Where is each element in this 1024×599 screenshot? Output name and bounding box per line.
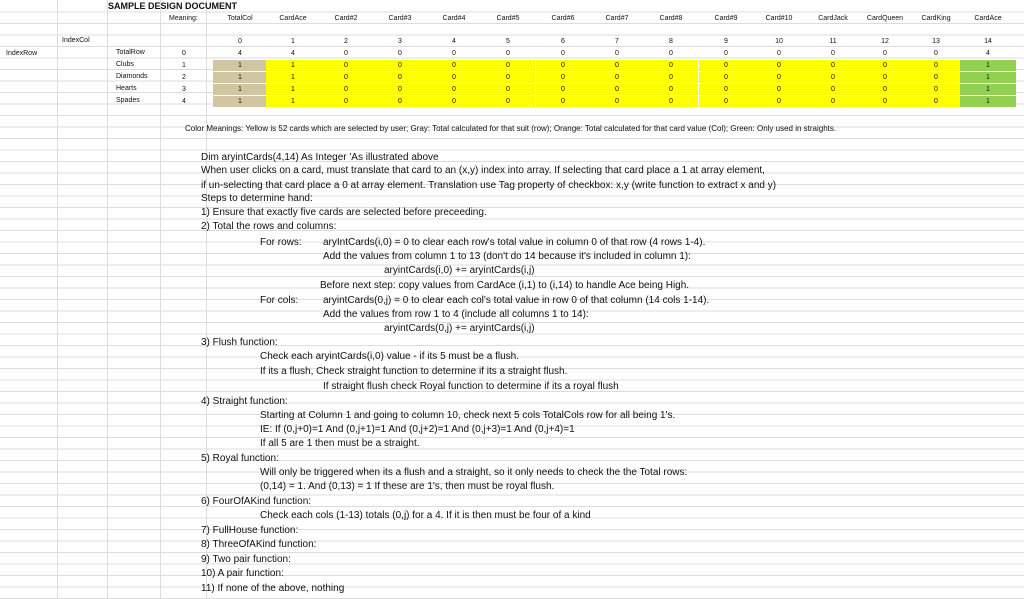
card-cell[interactable]: 0 bbox=[536, 60, 590, 71]
card-cell[interactable]: 0 bbox=[427, 96, 481, 107]
note-line: aryIntCards(i,0) = 0 to clear each row's total value in column 0 of that row (4 rows 1-4). bbox=[323, 237, 706, 248]
column-header: Card#7 bbox=[605, 15, 629, 22]
card-cell[interactable]: 0 bbox=[699, 84, 753, 95]
column-header: Card#5 bbox=[496, 15, 520, 22]
card-cell[interactable]: 0 bbox=[427, 60, 481, 71]
column-header: CardAce bbox=[279, 15, 307, 22]
card-cell[interactable]: 0 bbox=[590, 72, 644, 83]
color-legend: Color Meanings: Yellow is 52 cards which are selected by user; Gray: Total calculated for that suit (row); Orange: Total calculated for that card value (Col); Green: Only used in straights. bbox=[185, 124, 837, 133]
card-cell[interactable]: 0 bbox=[319, 96, 373, 107]
row-index-cell: 4 bbox=[182, 98, 186, 105]
card-cell[interactable]: 0 bbox=[909, 72, 963, 83]
total-row-cell: 0 bbox=[724, 50, 728, 57]
grid-line bbox=[206, 0, 207, 599]
total-row-cell: 0 bbox=[883, 50, 887, 57]
column-header: TotalCol bbox=[227, 15, 253, 22]
note-line: 2) Total the rows and columns: bbox=[201, 221, 337, 232]
note-line: aryintCards(i,0) += aryintCards(i,j) bbox=[384, 265, 535, 276]
card-cell[interactable]: 0 bbox=[752, 84, 806, 95]
col-index-cell: 1 bbox=[291, 38, 295, 45]
note-line: 1) Ensure that exactly five cards are selected before preceeding. bbox=[201, 207, 487, 218]
card-cell[interactable]: 1 bbox=[266, 60, 320, 71]
grid-line bbox=[57, 0, 58, 599]
column-header: CardAce bbox=[974, 15, 1002, 22]
card-cell[interactable]: 0 bbox=[858, 72, 912, 83]
note-line: Steps to determine hand: bbox=[201, 193, 313, 204]
col-index-cell: 2 bbox=[344, 38, 348, 45]
card-cell[interactable]: 0 bbox=[481, 72, 535, 83]
note-line: aryintCards(0,j) += aryintCards(i,j) bbox=[384, 323, 535, 334]
card-cell[interactable]: 1 bbox=[266, 96, 320, 107]
total-row-cell: 4 bbox=[986, 50, 990, 57]
row-label: Hearts bbox=[116, 85, 137, 92]
card-cell[interactable]: 0 bbox=[536, 96, 590, 107]
grid-line bbox=[160, 0, 161, 599]
grid-line bbox=[107, 0, 108, 599]
card-cell[interactable]: 0 bbox=[699, 96, 753, 107]
total-row-cell: 0 bbox=[934, 50, 938, 57]
total-row-cell: 4 bbox=[238, 50, 242, 57]
note-line: If all 5 are 1 then must be a straight. bbox=[260, 438, 420, 449]
col-index-cell: 4 bbox=[452, 38, 456, 45]
note-line: if un-selecting that card place a 0 at array element. Translation use Tag property of checkbox: x,y (write function to extract x and y) bbox=[201, 180, 777, 191]
col-index-cell: 8 bbox=[669, 38, 673, 45]
row-label: TotalRow bbox=[116, 49, 145, 56]
meaning-label: Meaning: bbox=[169, 15, 198, 22]
total-row-cell: 0 bbox=[669, 50, 673, 57]
note-line: 3) Flush function: bbox=[201, 337, 278, 348]
row-index-cell: 2 bbox=[182, 74, 186, 81]
total-col-cell: 1 bbox=[213, 84, 267, 95]
col-index-cell: 6 bbox=[561, 38, 565, 45]
col-index-cell: 10 bbox=[775, 38, 783, 45]
card-cell[interactable]: 0 bbox=[427, 84, 481, 95]
total-row-cell: 0 bbox=[452, 50, 456, 57]
card-cell[interactable]: 0 bbox=[699, 72, 753, 83]
card-cell[interactable]: 0 bbox=[752, 72, 806, 83]
card-cell: 1 bbox=[960, 84, 1016, 95]
card-cell[interactable]: 0 bbox=[536, 84, 590, 95]
card-cell[interactable]: 0 bbox=[644, 96, 698, 107]
card-cell[interactable]: 0 bbox=[481, 60, 535, 71]
card-cell[interactable]: 0 bbox=[806, 84, 860, 95]
total-col-cell: 1 bbox=[213, 60, 267, 71]
note-line: 8) ThreeOfAKind function: bbox=[201, 539, 317, 550]
card-cell[interactable]: 0 bbox=[373, 84, 427, 95]
card-cell[interactable]: 0 bbox=[806, 60, 860, 71]
note-line: If straight flush check Royal function to determine if its a royal flush bbox=[323, 381, 619, 392]
card-cell[interactable]: 0 bbox=[427, 72, 481, 83]
total-row-cell: 0 bbox=[777, 50, 781, 57]
note-line: IE: If (0,j+0)=1 And (0,j+1)=1 And (0,j+2)=1 And (0,j+3)=1 And (0,j+4)=1 bbox=[260, 424, 575, 435]
col-index-cell: 0 bbox=[238, 38, 242, 45]
note-line: aryintCards(0,j) = 0 to clear each col's total value in row 0 of that column (14 cols 1-14). bbox=[323, 295, 710, 306]
total-row-cell: 0 bbox=[561, 50, 565, 57]
total-col-cell: 1 bbox=[213, 96, 267, 107]
card-cell[interactable]: 0 bbox=[806, 72, 860, 83]
col-index-cell: 9 bbox=[724, 38, 728, 45]
card-cell[interactable]: 0 bbox=[536, 72, 590, 83]
card-cell: 1 bbox=[960, 96, 1016, 107]
card-cell[interactable]: 1 bbox=[266, 72, 320, 83]
card-cell[interactable]: 0 bbox=[590, 84, 644, 95]
card-cell[interactable]: 0 bbox=[858, 96, 912, 107]
note-line: If its a flush, Check straight function to determine if its a straight flush. bbox=[260, 366, 568, 377]
column-header: Card#2 bbox=[334, 15, 358, 22]
column-header: CardQueen bbox=[866, 15, 904, 22]
note-line: (0,14) = 1. And (0,13) = 1 If these are 1's, then must be royal flush. bbox=[260, 481, 555, 492]
column-header: Card#4 bbox=[442, 15, 466, 22]
card-cell[interactable]: 0 bbox=[319, 72, 373, 83]
card-cell[interactable]: 0 bbox=[373, 72, 427, 83]
card-cell[interactable]: 0 bbox=[752, 96, 806, 107]
sheet-title: SAMPLE DESIGN DOCUMENT bbox=[108, 1, 238, 11]
col-index-cell: 5 bbox=[506, 38, 510, 45]
col-index-cell: 14 bbox=[984, 38, 992, 45]
total-row-cell: 0 bbox=[398, 50, 402, 57]
column-header: Card#10 bbox=[765, 15, 793, 22]
card-cell[interactable]: 0 bbox=[373, 60, 427, 71]
note-line: Dim aryintCards(4,14) As Integer 'As illustrated above bbox=[201, 152, 439, 163]
card-cell[interactable]: 0 bbox=[644, 84, 698, 95]
card-cell[interactable]: 0 bbox=[373, 96, 427, 107]
total-row-cell: 4 bbox=[291, 50, 295, 57]
total-row-cell: 0 bbox=[615, 50, 619, 57]
card-cell[interactable]: 0 bbox=[858, 84, 912, 95]
card-cell[interactable]: 0 bbox=[590, 96, 644, 107]
row-label: Spades bbox=[116, 97, 140, 104]
card-cell[interactable]: 0 bbox=[644, 60, 698, 71]
column-header: Card#6 bbox=[551, 15, 575, 22]
total-col-cell: 1 bbox=[213, 72, 267, 83]
col-index-cell: 3 bbox=[398, 38, 402, 45]
card-cell[interactable]: 0 bbox=[909, 60, 963, 71]
column-header: Card#3 bbox=[388, 15, 412, 22]
column-header: Card#9 bbox=[714, 15, 738, 22]
total-row-cell: 0 bbox=[831, 50, 835, 57]
card-cell[interactable]: 0 bbox=[699, 60, 753, 71]
card-cell[interactable]: 0 bbox=[806, 96, 860, 107]
card-cell[interactable]: 0 bbox=[481, 84, 535, 95]
note-line: Before next step: copy values from CardAce (i,1) to (i,14) to handle Ace being High. bbox=[320, 280, 690, 291]
row-index-cell: 0 bbox=[182, 50, 186, 57]
index-row-label: IndexRow bbox=[6, 50, 38, 57]
note-line: 10) A pair function: bbox=[201, 568, 284, 579]
card-cell[interactable]: 0 bbox=[909, 84, 963, 95]
note-line: 6) FourOfAKind function: bbox=[201, 496, 312, 507]
note-line: Check each cols (1-13) totals (0,j) for a 4. If it is then must be four of a kind bbox=[260, 510, 591, 521]
row-index-cell: 1 bbox=[182, 62, 186, 69]
column-header: CardJack bbox=[818, 15, 848, 22]
note-line: For cols: bbox=[260, 295, 299, 306]
note-line: Check each aryintCards(i,0) value - if its 5 must be a flush. bbox=[260, 351, 519, 362]
col-index-cell: 13 bbox=[932, 38, 940, 45]
note-line: Will only be triggered when its a flush and a straight, so it only needs to check the the Total rows: bbox=[260, 467, 688, 478]
card-cell[interactable]: 0 bbox=[644, 72, 698, 83]
index-col-label: IndexCol bbox=[62, 37, 90, 44]
card-cell: 1 bbox=[960, 60, 1016, 71]
card-cell[interactable]: 1 bbox=[266, 84, 320, 95]
row-label: Diamonds bbox=[116, 73, 148, 80]
card-cell[interactable]: 0 bbox=[858, 60, 912, 71]
card-cell[interactable]: 0 bbox=[481, 96, 535, 107]
total-row-cell: 0 bbox=[506, 50, 510, 57]
card-cell[interactable]: 0 bbox=[319, 84, 373, 95]
col-index-cell: 12 bbox=[881, 38, 889, 45]
note-line: For rows: bbox=[260, 237, 302, 248]
row-index-cell: 3 bbox=[182, 86, 186, 93]
note-line: Add the values from row 1 to 4 (include all columns 1 to 14): bbox=[323, 309, 589, 320]
note-line: 9) Two pair function: bbox=[201, 554, 291, 565]
note-line: 7) FullHouse function: bbox=[201, 525, 299, 536]
note-line: Starting at Column 1 and going to column 10, check next 5 cols TotalCols row for all being 1's. bbox=[260, 410, 676, 421]
note-line: Add the values from column 1 to 13 (don't do 14 because it's included in column 1): bbox=[323, 251, 691, 262]
col-index-cell: 11 bbox=[829, 38, 837, 45]
column-header: Card#8 bbox=[659, 15, 683, 22]
card-cell[interactable]: 0 bbox=[590, 60, 644, 71]
col-index-cell: 7 bbox=[615, 38, 619, 45]
note-line: When user clicks on a card, must translate that card to an (x,y) index into array. If selecting that card place a 1 at array element, bbox=[201, 165, 765, 176]
note-line: 4) Straight function: bbox=[201, 396, 288, 407]
card-cell: 1 bbox=[960, 72, 1016, 83]
card-cell[interactable]: 0 bbox=[752, 60, 806, 71]
column-header: CardKing bbox=[921, 15, 951, 22]
note-line: 5) Royal function: bbox=[201, 453, 279, 464]
note-line: 11) If none of the above, nothing bbox=[201, 583, 345, 594]
card-cell[interactable]: 0 bbox=[319, 60, 373, 71]
total-row-cell: 0 bbox=[344, 50, 348, 57]
card-cell[interactable]: 0 bbox=[909, 96, 963, 107]
row-label: Clubs bbox=[116, 61, 134, 68]
